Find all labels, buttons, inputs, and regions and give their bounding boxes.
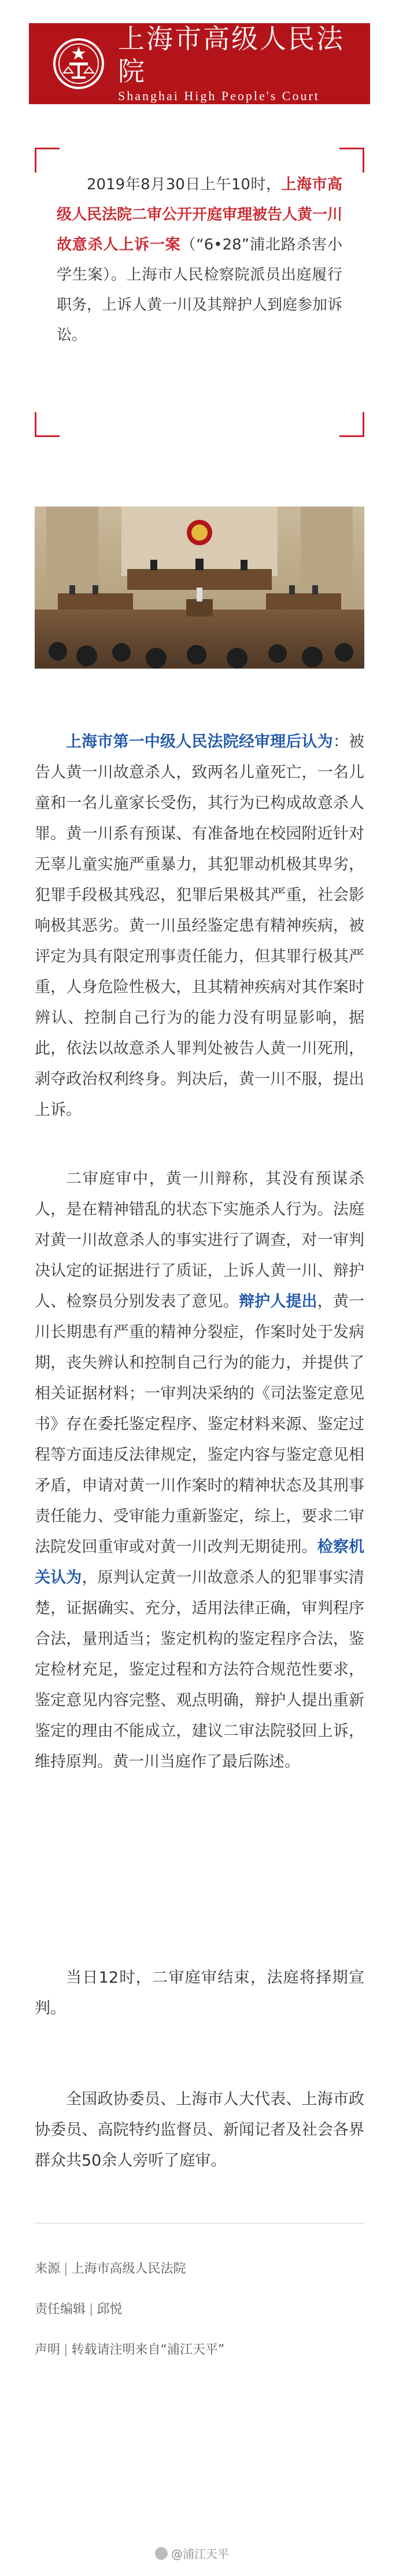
footer-reprint bbox=[35, 2342, 224, 2359]
source-label: 来源 bbox=[35, 2262, 61, 2276]
editor-label: 责任编辑 bbox=[35, 2302, 86, 2317]
prosecution-label: 检察机关认为 bbox=[35, 1538, 365, 1587]
body-paragraph-2 bbox=[35, 1164, 364, 1777]
frame-corner bbox=[35, 412, 60, 437]
frame-corner bbox=[339, 148, 364, 173]
lead-time: 2019年8月30日上午10时， bbox=[87, 176, 282, 193]
footer-source bbox=[35, 2261, 186, 2278]
reprint-value: 转载请注明来自“浦江天平” bbox=[71, 2343, 225, 2357]
court-banner bbox=[29, 23, 370, 104]
lead-box bbox=[35, 148, 364, 437]
body-paragraph-3 bbox=[35, 1962, 364, 2024]
frame-corner bbox=[35, 148, 60, 173]
source-value: 上海市高级人民法院 bbox=[71, 2262, 186, 2276]
editor-value: 邱悦 bbox=[97, 2302, 123, 2317]
lead-highlight: 上海市高级人民法院二审公开开庭审理被告人黄一川故意杀人上诉一案 bbox=[57, 176, 343, 254]
separator: | bbox=[89, 2302, 94, 2317]
separator: | bbox=[64, 2343, 68, 2357]
defense-label: 辩护人提出 bbox=[238, 1293, 317, 1311]
second-instance-text: 二审庭审中，黄一川辩称，其没有预谋杀人，是在精神错乱的状态下实施杀人行为。法庭对黄一川故意杀人的事实进行了调查，对一审判决认定的证据进行了质证，上诉人黄一川、辩护人、检察员分别发表了意见。 bbox=[35, 1170, 364, 1311]
body-paragraph-1 bbox=[35, 726, 364, 1125]
first-instance-text: ：被告人黄一川故意杀人，致两名儿童死亡，一名儿童和一名儿童家长受伤，其行为已构成故意杀人罪。黄一川系有预谋、有准备地在校园附近针对无辜儿童实施严重暴力，其犯罪动机极其卑劣，犯罪手段极其残忍，犯罪后果极其严重，社会影响极其恶劣。黄一川虽经鉴定患有精神疾病，被评定为具有限定刑事责任能力，但其罪行极其严重，人身危险性极大，且其精神疾病对其作案时辨认、控制自己行为的能力没有明显影响，据此，依法以故意杀人罪判处被告人黄一川死刑，剥夺政治权利终身。判决后，黄一川不服，提出上诉。 bbox=[35, 733, 365, 1119]
reprint-label: 声明 bbox=[35, 2343, 61, 2357]
trial-end-text: 当日12时，二审庭审结束，法庭将择期宣判。 bbox=[35, 1969, 364, 2017]
watermark-text: @浦江天平 bbox=[171, 2547, 229, 2561]
watermark bbox=[155, 2545, 229, 2562]
audience-text: 全国政协委员、上海市人大代表、上海市政协委员、高院特约监督员、新闻记者及社会各界群众共50余人旁听了庭审。 bbox=[35, 2090, 364, 2170]
court-emblem-icon bbox=[52, 37, 105, 90]
separator: | bbox=[64, 2262, 68, 2276]
prosecution-text: ，原判认定黄一川故意杀人的犯罪事实清楚，证据确实、充分，适用法律正确，审判程序合法，量刑适当；鉴定机构的鉴定程序合法，鉴定检材充足，鉴定过程和方法符合规范性要求，鉴定意见内容完整、观点明确，辩护人提出重新鉴定的理由不能成立，建议二审法院驳回上诉，维持原判。黄一川当庭作了最后陈述。 bbox=[35, 1569, 365, 1771]
weibo-logo-icon bbox=[155, 2547, 168, 2560]
court-name-en: Shanghai High People's Court bbox=[118, 89, 320, 103]
courtroom-photo bbox=[35, 507, 364, 669]
defense-text: ，黄一川长期患有严重的精神分裂症，作案时处于发病期，丧失辨认和控制自己行为的能力，并提供了相关证据材料；一审判决采纳的《司法鉴定意见书》存在委托鉴定程序、鉴定材料来源、鉴定过程等方面违反法律规定，鉴定内容与鉴定意见相矛盾，申请对黄一川作案时的精神状态及其刑事责任能力、受审能力重新鉴定，综上，要求二审法院发回重审或对黄一川改判无期徒刑。 bbox=[35, 1293, 365, 1556]
footer-editor bbox=[35, 2301, 122, 2318]
body-paragraph-4 bbox=[35, 2084, 364, 2176]
lead-paragraph bbox=[57, 170, 342, 350]
court-name-cn: 上海市高级人民法院 bbox=[118, 23, 345, 87]
lead-detail: （“6•28”浦北路杀害小学生案）。上海市人民检察院派员出庭履行职务，上诉人黄一川及其辩护人到庭参加诉讼。 bbox=[57, 236, 343, 344]
first-instance-label: 上海市第一中级人民法院经审理后认为 bbox=[66, 733, 333, 751]
frame-corner bbox=[339, 412, 364, 437]
